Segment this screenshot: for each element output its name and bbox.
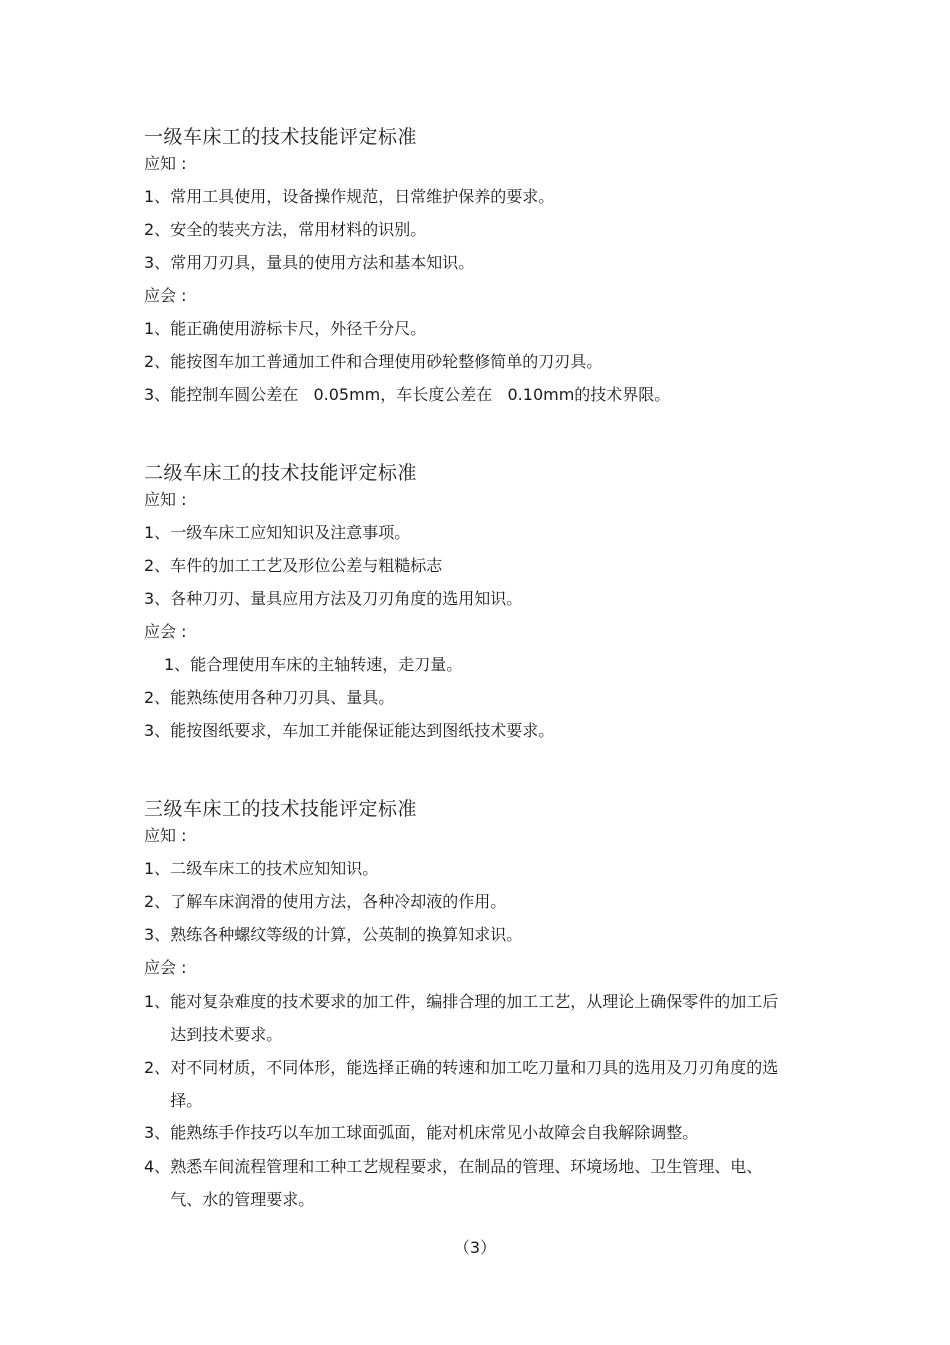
item-number: 3、 bbox=[144, 925, 171, 944]
list-item bbox=[144, 319, 784, 352]
can-label: 应会 : bbox=[144, 958, 187, 977]
list-item bbox=[144, 253, 784, 286]
item-text: 对不同材质，不同体形，能选择正确的转速和加工吃刀量和刀具的选用及刀刃角度的选择。 bbox=[170, 1058, 779, 1110]
item-number: 2、 bbox=[144, 556, 171, 575]
item-number: 2、 bbox=[144, 220, 171, 239]
list-item bbox=[144, 523, 784, 556]
can-label: 应会 : bbox=[144, 286, 187, 305]
item-text: 能按图车加工普通加工件和合理使用砂轮整修简单的刀刃具。 bbox=[170, 352, 603, 371]
item-text: 车件的加工工艺及形位公差与粗糙标志 bbox=[170, 556, 443, 575]
know-label: 应知 : bbox=[144, 826, 187, 845]
list-item bbox=[144, 1150, 784, 1216]
item-number: 4、 bbox=[144, 1157, 171, 1176]
item-text: 常用工具使用，设备操作规范，日常维护保养的要求。 bbox=[170, 187, 555, 206]
item-number: 1、 bbox=[144, 992, 171, 1011]
item-number: 1、 bbox=[144, 187, 171, 206]
item-text: 常用刀刃具，量具的使用方法和基本知识。 bbox=[170, 253, 475, 272]
list-item bbox=[144, 187, 784, 220]
section-level-2 bbox=[144, 460, 784, 754]
know-label: 应知 : bbox=[144, 154, 187, 173]
section-level-1 bbox=[144, 124, 784, 418]
item-text: 能对复杂难度的技术要求的加工件，编排合理的加工工艺，从理论上确保零件的加工后达到技术要求。 bbox=[170, 992, 779, 1044]
list-item bbox=[144, 385, 784, 418]
list-item bbox=[144, 925, 784, 958]
list-item bbox=[144, 688, 784, 721]
item-number: 3、 bbox=[144, 721, 171, 740]
list-item bbox=[144, 892, 784, 925]
list-item bbox=[144, 1051, 784, 1117]
item-number: 3、 bbox=[144, 589, 171, 608]
section-title: 三级车床工的技术技能评定标准 bbox=[144, 798, 418, 820]
item-number: 3、 bbox=[144, 385, 171, 404]
item-text: 各种刀刃、量具应用方法及刀刃角度的选用知识。 bbox=[170, 589, 523, 608]
item-text: 能合理使用车床的主轴转速，走刀量。 bbox=[190, 655, 463, 674]
item-text: 了解车床润滑的使用方法，各种冷却液的作用。 bbox=[170, 892, 507, 911]
list-item bbox=[144, 556, 784, 589]
section-level-3 bbox=[144, 796, 784, 1222]
item-text: 熟练各种螺纹等级的计算，公英制的换算知求识。 bbox=[170, 925, 523, 944]
item-number: 1、 bbox=[144, 523, 171, 542]
section-title: 二级车床工的技术技能评定标准 bbox=[144, 462, 418, 484]
item-text: 能熟练使用各种刀刃具、量具。 bbox=[170, 688, 395, 707]
item-text: 安全的装夹方法，常用材料的识别。 bbox=[170, 220, 427, 239]
item-number: 2、 bbox=[144, 352, 171, 371]
section-title: 一级车床工的技术技能评定标准 bbox=[144, 126, 418, 148]
item-number: 2、 bbox=[144, 688, 171, 707]
item-text: 能控制车圆公差在 0.05mm，车长度公差在 0.10mm的技术界限。 bbox=[170, 385, 671, 404]
item-text: 二级车床工的技术应知知识。 bbox=[170, 859, 379, 878]
item-text: 一级车床工应知知识及注意事项。 bbox=[170, 523, 411, 542]
item-text: 能正确使用游标卡尺，外径千分尺。 bbox=[170, 319, 427, 338]
item-number: 1、 bbox=[144, 859, 171, 878]
list-item bbox=[144, 220, 784, 253]
item-number: 3、 bbox=[144, 1123, 171, 1142]
item-number: 2、 bbox=[144, 1058, 171, 1077]
know-label: 应知 : bbox=[144, 490, 187, 509]
item-number: 2、 bbox=[144, 892, 171, 911]
list-item bbox=[144, 655, 784, 688]
item-text: 熟悉车间流程管理和工种工艺规程要求，在制品的管理、环境场地、卫生管理、电、气、水的管理要求。 bbox=[170, 1157, 763, 1209]
list-item bbox=[144, 859, 784, 892]
item-number: 1、 bbox=[164, 655, 191, 674]
can-label: 应会 : bbox=[144, 622, 187, 641]
item-number: 1、 bbox=[144, 319, 171, 338]
page-number: （3） bbox=[453, 1238, 497, 1257]
list-item bbox=[144, 589, 784, 622]
list-item bbox=[144, 985, 784, 1051]
item-text: 能熟练手作技巧以车加工球面弧面，能对机床常见小故障会自我解除调整。 bbox=[170, 1123, 699, 1142]
item-text: 能按图纸要求，车加工并能保证能达到图纸技术要求。 bbox=[170, 721, 555, 740]
list-item bbox=[144, 352, 784, 385]
list-item bbox=[144, 721, 784, 754]
item-number: 3、 bbox=[144, 253, 171, 272]
